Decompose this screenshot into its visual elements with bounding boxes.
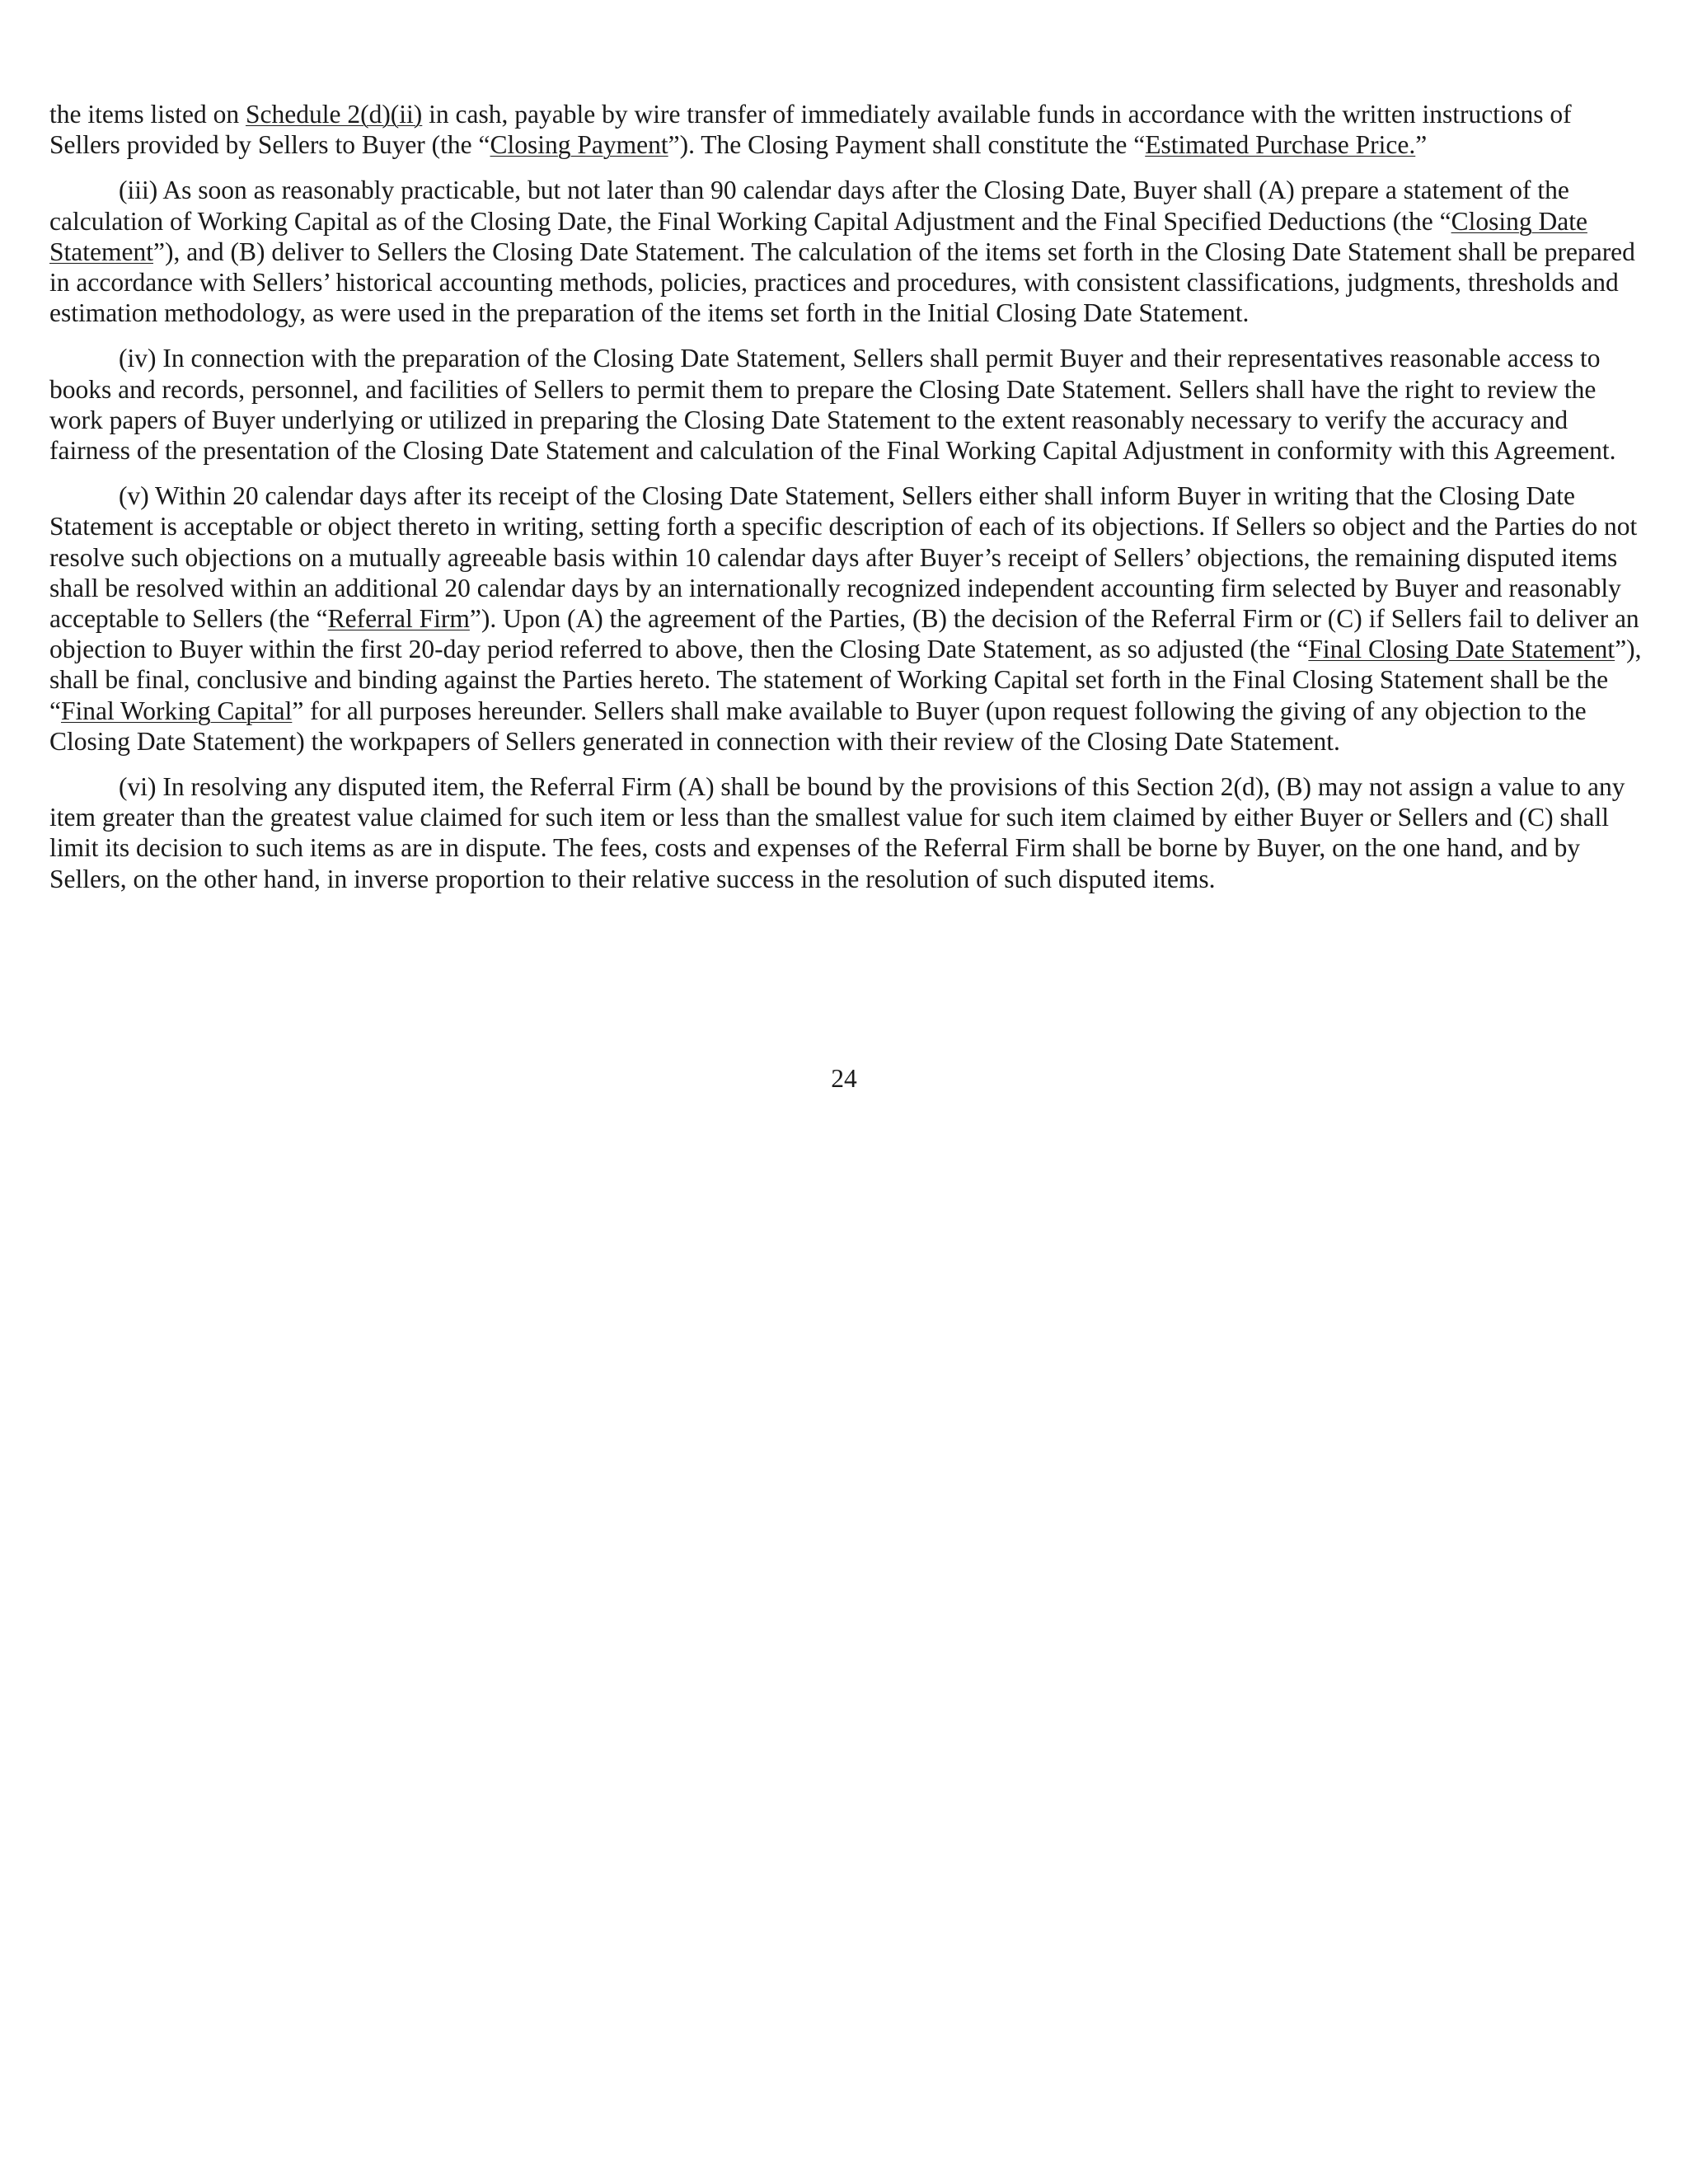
text-segment: ”). The Closing Payment shall constitute the “ <box>668 130 1146 160</box>
defined-term-final-closing-date-statement: Final Closing Date Statement <box>1308 635 1615 664</box>
document-page <box>49 99 1644 909</box>
defined-term-estimated-purchase-price: Estimated Purchase Price. <box>1145 130 1416 160</box>
paragraph-v <box>49 480 1644 757</box>
paragraph-vi <box>49 771 1644 894</box>
defined-term-closing-payment: Closing Payment <box>490 130 668 160</box>
text-segment: ”), and (B) deliver to Sellers the Closing Date Statement. The calculation of the items set forth in the Closing Date Statement shall be prepared in accordance with Sellers’ historical accounting methods, policies, practices and procedures, with consistent classifications, judgments, thresholds and estimation methodology, as were used in the preparation of the items set forth in the Initial Closing Date Statement. <box>49 237 1635 328</box>
defined-term-referral-firm: Referral Firm <box>327 604 470 634</box>
text-segment: ” <box>1415 130 1428 160</box>
text-segment: (v) Within 20 calendar days after its receipt of the Closing Date Statement, Sellers either shall inform Buyer in writing that the Closing Date Statement is acceptable or object thereto in writing, setting forth a specific description of each of its objections. If Sellers so object and the Parties do not resolve such objections on a mutually agreeable basis within 10 calendar days after Buyer’s receipt of Sellers’ objections, the remaining disputed items shall be resolved within an additional 20 calendar days by an internationally recognized independent accounting firm selected by Buyer and reasonably acceptable to Sellers (the “ <box>49 481 1638 634</box>
paragraph-iii <box>49 175 1644 328</box>
paragraph-iv <box>49 343 1644 466</box>
text-segment: ”). Upon (A) the agreement of the Parties, (B) the decision of the Referral Firm or (C) if Sellers fail to deliver an objection to Buyer within the first 20-day period referred to above, then the Closing Date Statement, as so adjusted (the “ <box>49 604 1639 664</box>
text-segment: in cash, payable by wire transfer of immediately available funds in accordance with the written instructions of Sellers provided by Sellers to Buyer (the “ <box>49 100 1572 160</box>
text-segment: ” for all purposes hereunder. Sellers shall make available to Buyer (upon request following the giving of any objection to the Closing Date Statement) the workpapers of Sellers generated in connection with their review of the Closing Date Statement. <box>49 696 1587 756</box>
text-segment: ”), shall be final, conclusive and binding against the Parties hereto. The statement of Working Capital set forth in the Final Closing Statement shall be the “ <box>49 635 1642 725</box>
defined-term-final-working-capital: Final Working Capital <box>60 696 293 725</box>
paragraph-continuation <box>49 99 1644 160</box>
defined-term-closing-date-statement: Closing Date Statement <box>49 206 1587 266</box>
text-segment: (iv) In connection with the preparation of the Closing Date Statement, Sellers shall permit Buyer and their representatives reasonable access to books and records, personnel, and facilities of Sellers to permit them to prepare the Closing Date Statement. Sellers shall have the right to review the work papers of Buyer underlying or utilized in preparing the Closing Date Statement to the extent reasonably necessary to verify the accuracy and fairness of the presentation of the Closing Date Statement and calculation of the Final Working Capital Adjustment in conformity with this Agreement. <box>49 344 1616 466</box>
defined-term-schedule-2dii: Schedule 2(d)(ii) <box>245 100 423 129</box>
page-number: 24 <box>831 1064 857 1093</box>
text-segment: (iii) As soon as reasonably practicable, but not later than 90 calendar days after the Closing Date, Buyer shall (A) prepare a statement of the calculation of Working Capital as of the Closing Date, the Final Working Capital Adjustment and the Final Specified Deductions (the “ <box>49 176 1569 236</box>
text-segment: the items listed on <box>49 100 246 129</box>
text-segment: (vi) In resolving any disputed item, the Referral Firm (A) shall be bound by the provisions of this Section 2(d), (B) may not assign a value to any item greater than the greatest value claimed for such item or less than the smallest value for such item claimed by either Buyer or Sellers and (C) shall limit its decision to such items as are in dispute. The fees, costs and expenses of the Referral Firm shall be borne by Buyer, on the one hand, and by Sellers, on the other hand, in inverse proportion to their relative success in the resolution of such disputed items. <box>49 772 1625 893</box>
